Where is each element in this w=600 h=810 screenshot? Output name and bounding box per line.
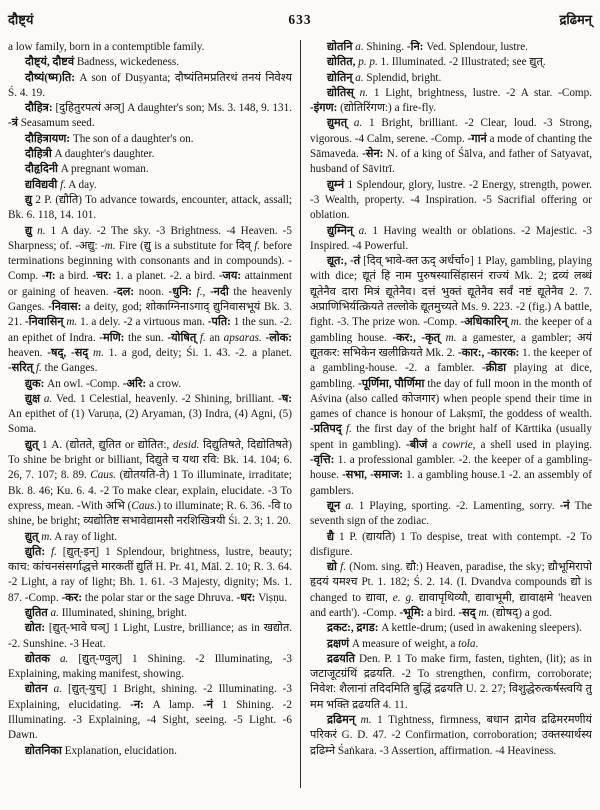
entry-headword: -निवासिन् [24, 316, 64, 329]
entry-text: [द्युत्-भावे घञ्] 1 Light, Lustre, brilliance; as in खद्योत. -2. Sunshine. -3 Heat. [8, 622, 292, 650]
entry-text: p. p. [358, 56, 378, 69]
entry-text: a bird. [424, 606, 459, 619]
entry-text: the keeper of a gambling house. [310, 316, 592, 344]
dictionary-entry [310, 560, 592, 621]
dictionary-entry [310, 224, 592, 255]
entry-text: Ved. Splendour, lustre. [423, 41, 528, 53]
entry-headword: -सभा, -समाज: [342, 469, 403, 482]
entry-text: 1. a god, deity; Śi. 1. 43. -2. a planet. [103, 346, 292, 359]
dictionary-entry [8, 377, 292, 392]
entry-text: Illuminated, shining, bright. [58, 606, 187, 619]
entry-text: द्यावापृथिव्यौ, द्यावाभूमी, द्यावाक्षमे 'heaven and earth'). -Comp. [310, 591, 592, 619]
entry-text: a. [53, 683, 62, 696]
entry-headword: -षद्, -सद् [47, 346, 89, 359]
entry-headword: -भूमि: [399, 606, 425, 619]
entry-text: The seventh sign of the zodiac. [310, 499, 592, 528]
entry-headword: दौहित्र: [25, 102, 53, 115]
entry-text: a. [353, 117, 363, 130]
entry-headword: -जय: [218, 270, 242, 283]
entry-text: f. [254, 239, 261, 252]
dictionary-entry [310, 254, 592, 499]
entry-text: Ved. 1 Celestial, heavenly. -2 Shining, brilliant. [52, 392, 279, 405]
entry-headword: द्यै [327, 530, 335, 543]
entry-text: tola [458, 637, 476, 650]
entry-text: the polar star or the sage Dhruva. [82, 591, 237, 604]
entry-text: A day. [66, 178, 97, 191]
entry-text: m. [510, 316, 522, 329]
entry-text: Explanation, elucidation. [61, 744, 177, 757]
dictionary-entry [310, 55, 592, 70]
entry-text: a. [50, 606, 59, 619]
entry-text: m. [66, 316, 78, 329]
entry-text: 1. the keeper of a gambling-house. -2. a fambler. [310, 346, 592, 375]
entry-text: 1 Splendour, glory, lustre. -2 Energy, strength, power. -3 Wealth, property. -4 Inspiration. -5 Sacrifial offering or oblation. [310, 178, 592, 222]
entry-text: a. [355, 41, 364, 53]
entry-headword: द्युक्ष [25, 392, 41, 405]
entry-text: 1 Light, brightness, lustre. -2 A star. -Comp. [368, 86, 592, 99]
entry-text: 1 A day. -2 The sky. -3 Brightness. -4 Heaven. -5 Sharpness; of. -अद्यु: [8, 224, 293, 252]
entry-headword: -इंगण: [310, 102, 338, 115]
entry-text: f. [50, 545, 57, 558]
entry-headword: -सेन: [362, 148, 384, 161]
entry-text: [द्युत्-युच्] 1 Bright, shining. -2 Illuminating. -3 Explaining, elucidating. [8, 683, 293, 711]
entry-headword: द्योतक [25, 652, 50, 665]
entry-text: 1. a dely. -2 a virtuous man. [77, 316, 208, 329]
entry-text: f. [60, 178, 67, 191]
entry-text: 1 Having wealth or oblations. -2 Majestic. -3 Inspired. -4 Powerful. [310, 224, 592, 252]
dictionary-entry [8, 224, 292, 377]
entry-headword: दौहित्रायण: [25, 132, 71, 145]
entry-headword: -कर:, -कृत् [392, 331, 441, 344]
entry-text: A pregnant woman. [57, 163, 149, 176]
entry-text: m. [41, 530, 53, 543]
entry-text: a bird. [55, 270, 93, 283]
entry-headword: द्यूत:, -तं [327, 255, 361, 268]
entry-text [50, 653, 60, 665]
entry-text: 1 the sun. -2. an epithet of Indra. [8, 316, 293, 344]
entry-text: A kettle-drum; (used in awakening sleepers). [378, 622, 582, 635]
entry-headword: -कार:, -कारक: [457, 346, 520, 359]
entry-text: Caus. [90, 469, 117, 482]
page-header [8, 8, 592, 40]
entry-headword: -अरि: [122, 377, 147, 390]
entry-headword: -क्रीडा [481, 362, 507, 375]
entry-text: Seasamum seed. [17, 117, 95, 130]
entry-headword: द्रकट:, द्रगड: [327, 622, 379, 635]
entry-headword: -ष: [278, 392, 293, 405]
dictionary-entry [8, 438, 292, 530]
entry-text: Caus. [131, 499, 158, 512]
entry-text: playing at dice, gambling. [310, 362, 592, 390]
entry-text: a. [355, 71, 364, 84]
entry-text: m. [93, 346, 104, 359]
entry-text: A measure of weight, a [349, 637, 459, 650]
entry-headword: द्यु [25, 193, 33, 206]
entry-text: The son of a daughter's on. [70, 132, 194, 145]
entry-headword: -धुनि: [168, 285, 192, 298]
entry-headword: द्युम्निन् [327, 224, 354, 237]
entry-text: 1. a planet. -2. a bird. [111, 270, 219, 283]
entry-text: दिद्युतिषते, दिद्योतिषते) To shine be bright or billiant, दिद्युते च यथा रवि: Bk. 14. 104; 6. 26, 7. 107; 8. 89. [8, 438, 292, 482]
dictionary-entry [310, 621, 592, 636]
entry-text: desid. [172, 438, 200, 451]
entry-text: (द्योतिरिंगण:) a fire-fly. [337, 102, 437, 115]
entry-text: A lamp. [143, 698, 203, 711]
entry-headword: द्युक: [25, 377, 45, 390]
dictionary-entry [310, 499, 592, 530]
dictionary-entry [8, 178, 292, 193]
entry-headword: -पूर्णिमा, पौर्णिमा [358, 377, 425, 390]
entry-text: a. [345, 499, 354, 512]
guide-word-left: दौष्ट्यं [8, 12, 34, 27]
entry-text: An owl. -Comp. [44, 377, 123, 390]
entry-text: Shining. [363, 41, 407, 53]
entry-headword: द्युत् [25, 438, 39, 451]
entry-text: f. [340, 561, 347, 574]
entry-text: f., [196, 285, 206, 298]
entry-headword: द्योत: [25, 622, 46, 635]
entry-text: a. [358, 224, 367, 237]
entry-headword: द्युमत् [327, 117, 348, 130]
dictionary-entry [8, 606, 292, 621]
dictionary-entry [310, 637, 592, 652]
entry-text: Badness, wickedeness. [74, 56, 180, 69]
entry-text: an [205, 331, 224, 344]
dictionary-entry [8, 147, 292, 162]
dictionary-entry [310, 86, 592, 117]
entry-text: A daughter's daughter. [51, 148, 155, 161]
entry-text: a shell used in playing. [475, 438, 592, 451]
entry-headword: -बीजं [406, 438, 428, 451]
dictionary-entry [8, 40, 292, 55]
entry-headword: द्यविद्यवी [25, 178, 58, 191]
entry-text: a deity, god; शोकाग्निनाऽगाद् द्युनिवासभूयं Bk. 3. 21. [8, 301, 292, 329]
entry-headword: द्यु [25, 224, 33, 237]
entry-text: before terminations beginning with consonants and in compounds). -Comp. [8, 239, 292, 283]
entry-text: a crow. [146, 377, 182, 390]
entry-text: 1. a professional gambler. -2. the keeper of a gambling-house. [310, 454, 592, 482]
entry-headword: द्योतन [25, 683, 48, 696]
dictionary-entry [8, 652, 292, 683]
entry-text: 2 P. (द्यौति) To advance towards, encounter, attack, assall; Bk. 6. 118, 14. 101. [8, 193, 292, 222]
entry-headword: -त्रं [8, 117, 18, 130]
dictionary-entry [8, 55, 292, 70]
left-column [8, 40, 300, 788]
entry-text: a gamester, a gambler; अयं द्यूतकर: सभिकेन खलीक्रियते Mk. 2. [310, 331, 592, 359]
entry-text: the first day of the bright half of Kārttika (usually spent in gambling). [310, 423, 592, 451]
entry-headword: -लोक: [265, 331, 292, 344]
dictionary-entry [8, 545, 292, 606]
dictionary-entry [8, 744, 292, 759]
dictionary-entry [8, 101, 292, 132]
text-columns [8, 40, 592, 788]
entry-headword: -नं [202, 698, 213, 711]
entry-text: the sun. [124, 331, 168, 344]
entry-text: m. [445, 331, 457, 344]
dictionary-entry [8, 682, 292, 743]
entry-text: 1. Illuminated. -2 Illustrated; see द्युत्. [377, 56, 546, 69]
right-column [300, 40, 592, 788]
entry-text: the heavenly Ganges. [8, 285, 293, 314]
entry-headword: -सद् [458, 606, 476, 619]
entry-text: (द्योतयति-ते) 1 To illuminate, irraditate; Bk. 8. 46; Ku. 6. 4. -2 To make clear, explain, elucidate. -3 To express, mean. -With अभि ( [8, 469, 292, 512]
entry-headword: द्योतिन् [327, 71, 353, 84]
entry-text: attainment or gaining of heaven. [8, 270, 292, 298]
entry-headword: द्युत् [25, 530, 39, 543]
entry-text: Fire (द्यु is a substitute for दिव् [115, 239, 255, 252]
entry-text: 1 Bright, brilliant. -2 Clear, loud. -3 Strong, vigorous. -4 Calm, serene. -Comp. [310, 117, 592, 145]
dictionary-entry [310, 178, 592, 224]
entry-text: Splendid, bright. [363, 71, 442, 84]
entry-text: a. [43, 392, 53, 405]
entry-headword: -दल: [113, 285, 135, 298]
dictionary-entry [8, 392, 292, 438]
entry-text: 1 A. (द्योतते, द्युतित or द्योतित:, [38, 438, 173, 451]
entry-text: noon. [134, 285, 169, 298]
entry-headword: द्रढिमन् [327, 714, 356, 727]
entry-headword: -नि: [406, 41, 424, 53]
entry-text: f. [199, 331, 206, 344]
entry-headword: -योषित् [167, 331, 197, 344]
entry-headword: -मणि: [99, 331, 125, 344]
entry-text: A ray of light. [52, 530, 118, 543]
entry-text: [दुहितुरपत्यं अञ्] A daughter's son; Ms. 3. 148, 9. 131. [52, 102, 292, 115]
entry-text [347, 117, 354, 129]
entry-text: heaven. [8, 346, 48, 359]
entry-headword: -कर: [61, 591, 83, 604]
entry-text: a mode of chanting the Sāmaveda. [310, 132, 592, 161]
entry-text: a. [59, 652, 69, 665]
entry-headword: द्योतनि [327, 41, 353, 53]
entry-text: Den. P. 1 To make firm, fasten, tighten, (lit); as in जटाजूटग्रंथिं द्रढयति. -2 To strengthen, confirm, corroborate; निवेश: शैलानां तदिदमिति बुद्धिं द्रढयति U. 2. 27; विशुद्धेरुत्कर्षस्त्वयि तु मम भक्ति द्रढयति 4. 11. [310, 652, 592, 711]
dictionary-entry [8, 193, 292, 224]
entry-text: e. g. [392, 591, 414, 604]
entry-text: N. of a king of Śālva, and father of Satyavat, husband of Sāvitrī. [310, 148, 592, 176]
entry-text: a low family, born in a contemptible family. [8, 41, 205, 53]
entry-headword: -नं [559, 499, 570, 512]
entry-text: the Ganges. [41, 362, 98, 375]
entry-text: (Nom. sing. द्यौ:) Heaven, paradise, the sky; द्यौभूमिरापो हृदयं यमश्च Pt. 1. 182; Ś. 2. 14. (I. Dvandva compounds द्यो is changed to द्यावा, [310, 561, 592, 604]
dictionary-entry [310, 713, 592, 759]
entry-text: f. [35, 362, 42, 375]
entry-text: a [427, 438, 443, 451]
entry-headword: दौष्ट्यं, दौष्टवं [25, 56, 75, 69]
page-number: 633 [288, 12, 312, 27]
entry-headword: -नदी [209, 285, 229, 298]
entry-headword: -वृत्ति: [310, 454, 335, 467]
entry-text: [द्युत्-इन्] 1 Splendour, brightness, lustre, beauty; काच: कांचनसंसर्गाद्धत्ते मारकतीं द्युतिं H. Pr. 41, Māl. 2. 10; R. 3. 64. -2 Light, a ray of light; Bh. 1. 61. -3 Majesty, dignity; Ms. 1. 87. -Comp. [8, 545, 292, 604]
dictionary-entry [310, 116, 592, 177]
entry-headword: दौहृदिनी [25, 163, 58, 176]
entry-text: n. [359, 86, 369, 99]
entry-text: ) to illuminate; R. 6. 36. -वि to shine, be bright; व्यद्योतिष्ट सभावेद्यामसौ नरशिखित्रयी Śi. 2. 3; 1. 20. [8, 499, 293, 528]
entry-headword: द्यो [327, 561, 337, 574]
entry-text: Viṣṇu. [255, 591, 288, 604]
dictionary-entry [310, 652, 592, 713]
entry-headword: द्युतित [25, 606, 48, 619]
entry-text: apsaras. [223, 331, 262, 344]
entry-headword: -न: [130, 698, 144, 711]
entry-headword: द्योतिस् [327, 86, 354, 99]
entry-text: [दिव् भावे-क्त ऊद् अर्धर्चा०] 1 Play, gambling, playing with dice; द्यूतं हि नाम पुरुषस्यासिंहासनं राज्यं Mk. 2; द्रव्यं लब्धं द्यूतेनैव दारा मित्रं द्यूतेनैव। दत्तं भुक्तं द्यूतेनैव सर्वं नष्टं द्यूतेनैव 2. 7. अप्राणिभिर्यत्क्रियते तल्लोके द्यूतमुच्यते Ms. 9. 223. -2 (fig.) A battle, fight. -3. The prize won. -Comp. [310, 255, 592, 329]
entry-headword: -सरित् [8, 362, 34, 375]
entry-text: n. [37, 224, 46, 237]
dictionary-entry [8, 71, 292, 102]
entry-headword: -चर: [92, 270, 112, 283]
entry-headword: -अधिकारिन् [460, 316, 508, 329]
entry-text: 1 P. (द्यायति) 1 To despise, treat with contempt. -2 To disfigure. [310, 530, 592, 558]
entry-text: An epithet of (1) Varuṇa, (2) Aryaman, (3) Indra, (4) Agni, (5) Soma. [8, 408, 292, 436]
entry-text: -m. [100, 239, 116, 252]
entry-headword: द्योतनिका [25, 744, 62, 757]
entry-headword: दौहित्री [25, 148, 52, 161]
entry-text: cowrie, [442, 438, 476, 451]
entry-text: [द्युत्-ण्वुल्] 1 Shining. -2 Illuminating, -3 Explaining, making manifest, showing. [8, 652, 293, 681]
entry-text: m. [478, 606, 490, 619]
entry-text: the day of full moon in the month of Aśvina (also called कोजगार) when people spend their time in games of chance is honour of Lakṣmī, the goddess of wealth. [310, 377, 592, 421]
dictionary-entry [8, 162, 292, 177]
entry-headword: दौष्यं(ष्म)ति: [25, 71, 75, 84]
entry-headword: -निवास: [48, 301, 82, 314]
entry-text: 1 Shining. -2 Illuminating. -3 Explaining, -4 Sight, seeing. -5 Light. -6 Dawn. [8, 698, 292, 742]
dictionary-entry [8, 621, 292, 652]
dictionary-entry [310, 40, 592, 55]
entry-headword: -ग: [41, 270, 56, 283]
entry-headword: द्युति: [25, 545, 46, 558]
entry-text: A son of Duṣyanta; दौष्यंतिमप्रतिरथं तनयं निवेश्य Ś. 4. 19. [8, 71, 292, 99]
entry-headword: द्युम्नं [327, 178, 345, 191]
entry-headword: -गानं [467, 132, 487, 145]
entry-text: (द्योषद्) a god. [489, 606, 553, 619]
guide-word-right: द्रढिमन् [559, 12, 593, 27]
dictionary-entry [310, 530, 592, 561]
entry-text: m. [360, 714, 372, 727]
entry-text: 1 Playing, sporting. -2. Lamenting, sorry. [353, 499, 560, 512]
entry-headword: द्रढयति [327, 652, 356, 665]
entry-headword: द्यून [327, 499, 341, 512]
entry-text: 1. a gambling house.1 -2. an assembly of gamblers. [310, 469, 592, 497]
entry-text: f. [346, 423, 352, 436]
dictionary-entry [8, 530, 292, 545]
entry-text: 1 Tightness, firmness, बधान द्रागेव द्रढिमरमणीयं परिकरं G. D. 47. -2 Confirmation, corroboration; उक्तस्यार्थस्य द्रढिम्ने Śaṅkara. -3 Assertion, affirmation. -4 Heaviness. [310, 714, 592, 757]
dictionary-entry [8, 132, 292, 147]
entry-headword: द्योतित, [327, 56, 356, 69]
dictionary-entry [310, 71, 592, 86]
entry-text: . [475, 637, 479, 650]
entry-headword: -धर: [236, 591, 256, 604]
entry-headword: -प्रतिपद् [310, 423, 342, 436]
entry-headword: -पति: [207, 316, 231, 329]
entry-headword: द्रक्षणं [327, 637, 350, 650]
